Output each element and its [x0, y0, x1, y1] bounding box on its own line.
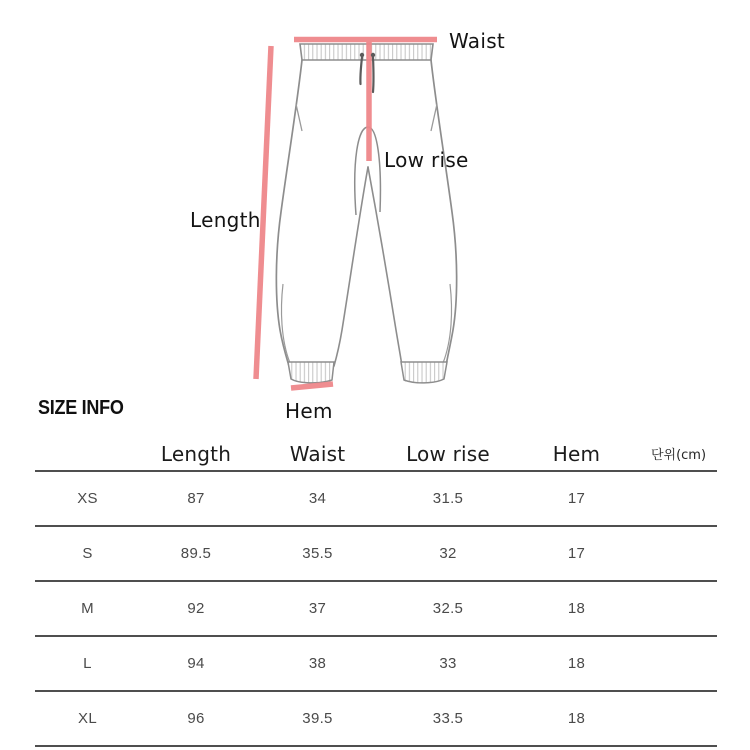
right-cuff: [401, 362, 447, 383]
value-cell: 92: [140, 581, 252, 636]
table-row: [35, 526, 717, 581]
low-rise-label: Low rise: [384, 148, 469, 172]
hem-label: Hem: [285, 399, 333, 423]
value-cell: 89.5: [140, 526, 252, 581]
drawstring-right: [373, 57, 374, 92]
value-cell: 96: [140, 691, 252, 746]
table-row: [35, 471, 717, 526]
col-header-hem: Hem: [513, 437, 640, 471]
left-cuff-seam: [281, 284, 290, 363]
size-cell: S: [35, 526, 140, 581]
table-row: [35, 581, 717, 636]
value-cell: 18: [513, 581, 640, 636]
value-cell: 34: [252, 471, 383, 526]
value-cell: 35.5: [252, 526, 383, 581]
size-cell: XS: [35, 471, 140, 526]
value-cell: 39.5: [252, 691, 383, 746]
col-header-length: Length: [140, 437, 252, 471]
value-cell: 18: [513, 636, 640, 691]
waist-label: Waist: [449, 29, 506, 53]
value-cell: 32.5: [383, 581, 513, 636]
unit-label: 단위(cm): [640, 437, 717, 471]
value-cell: 32: [383, 526, 513, 581]
pants-right-outline: [431, 60, 457, 366]
value-cell: 87: [140, 471, 252, 526]
value-cell: 94: [140, 636, 252, 691]
table-row: [35, 636, 717, 691]
value-cell: 18: [513, 691, 640, 746]
size-cell: L: [35, 636, 140, 691]
inner-right-leg: [368, 167, 402, 366]
left-pocket-line: [296, 104, 302, 131]
value-cell: 33: [383, 636, 513, 691]
right-pocket-line: [431, 104, 437, 131]
size-cell: M: [35, 581, 140, 636]
size-cell: XL: [35, 691, 140, 746]
table-row: [35, 691, 717, 746]
table-header-row: [35, 437, 717, 471]
pants-left-outline: [276, 60, 302, 366]
col-header-waist: Waist: [252, 437, 383, 471]
size-chart-table: [35, 437, 717, 747]
hem-measure-line: [291, 384, 333, 388]
value-cell: 17: [513, 526, 640, 581]
value-cell: 33.5: [383, 691, 513, 746]
length-label: Length: [190, 208, 261, 232]
inner-left-leg: [334, 167, 368, 366]
value-cell: 17: [513, 471, 640, 526]
value-cell: 37: [252, 581, 383, 636]
right-cuff-seam: [443, 284, 452, 363]
left-cuff: [288, 362, 334, 383]
value-cell: 31.5: [383, 471, 513, 526]
col-header-low-rise: Low rise: [383, 437, 513, 471]
size-column-header: [35, 437, 140, 471]
drawstring-left: [360, 57, 362, 84]
section-title: SIZE INFO: [38, 397, 124, 419]
value-cell: 38: [252, 636, 383, 691]
